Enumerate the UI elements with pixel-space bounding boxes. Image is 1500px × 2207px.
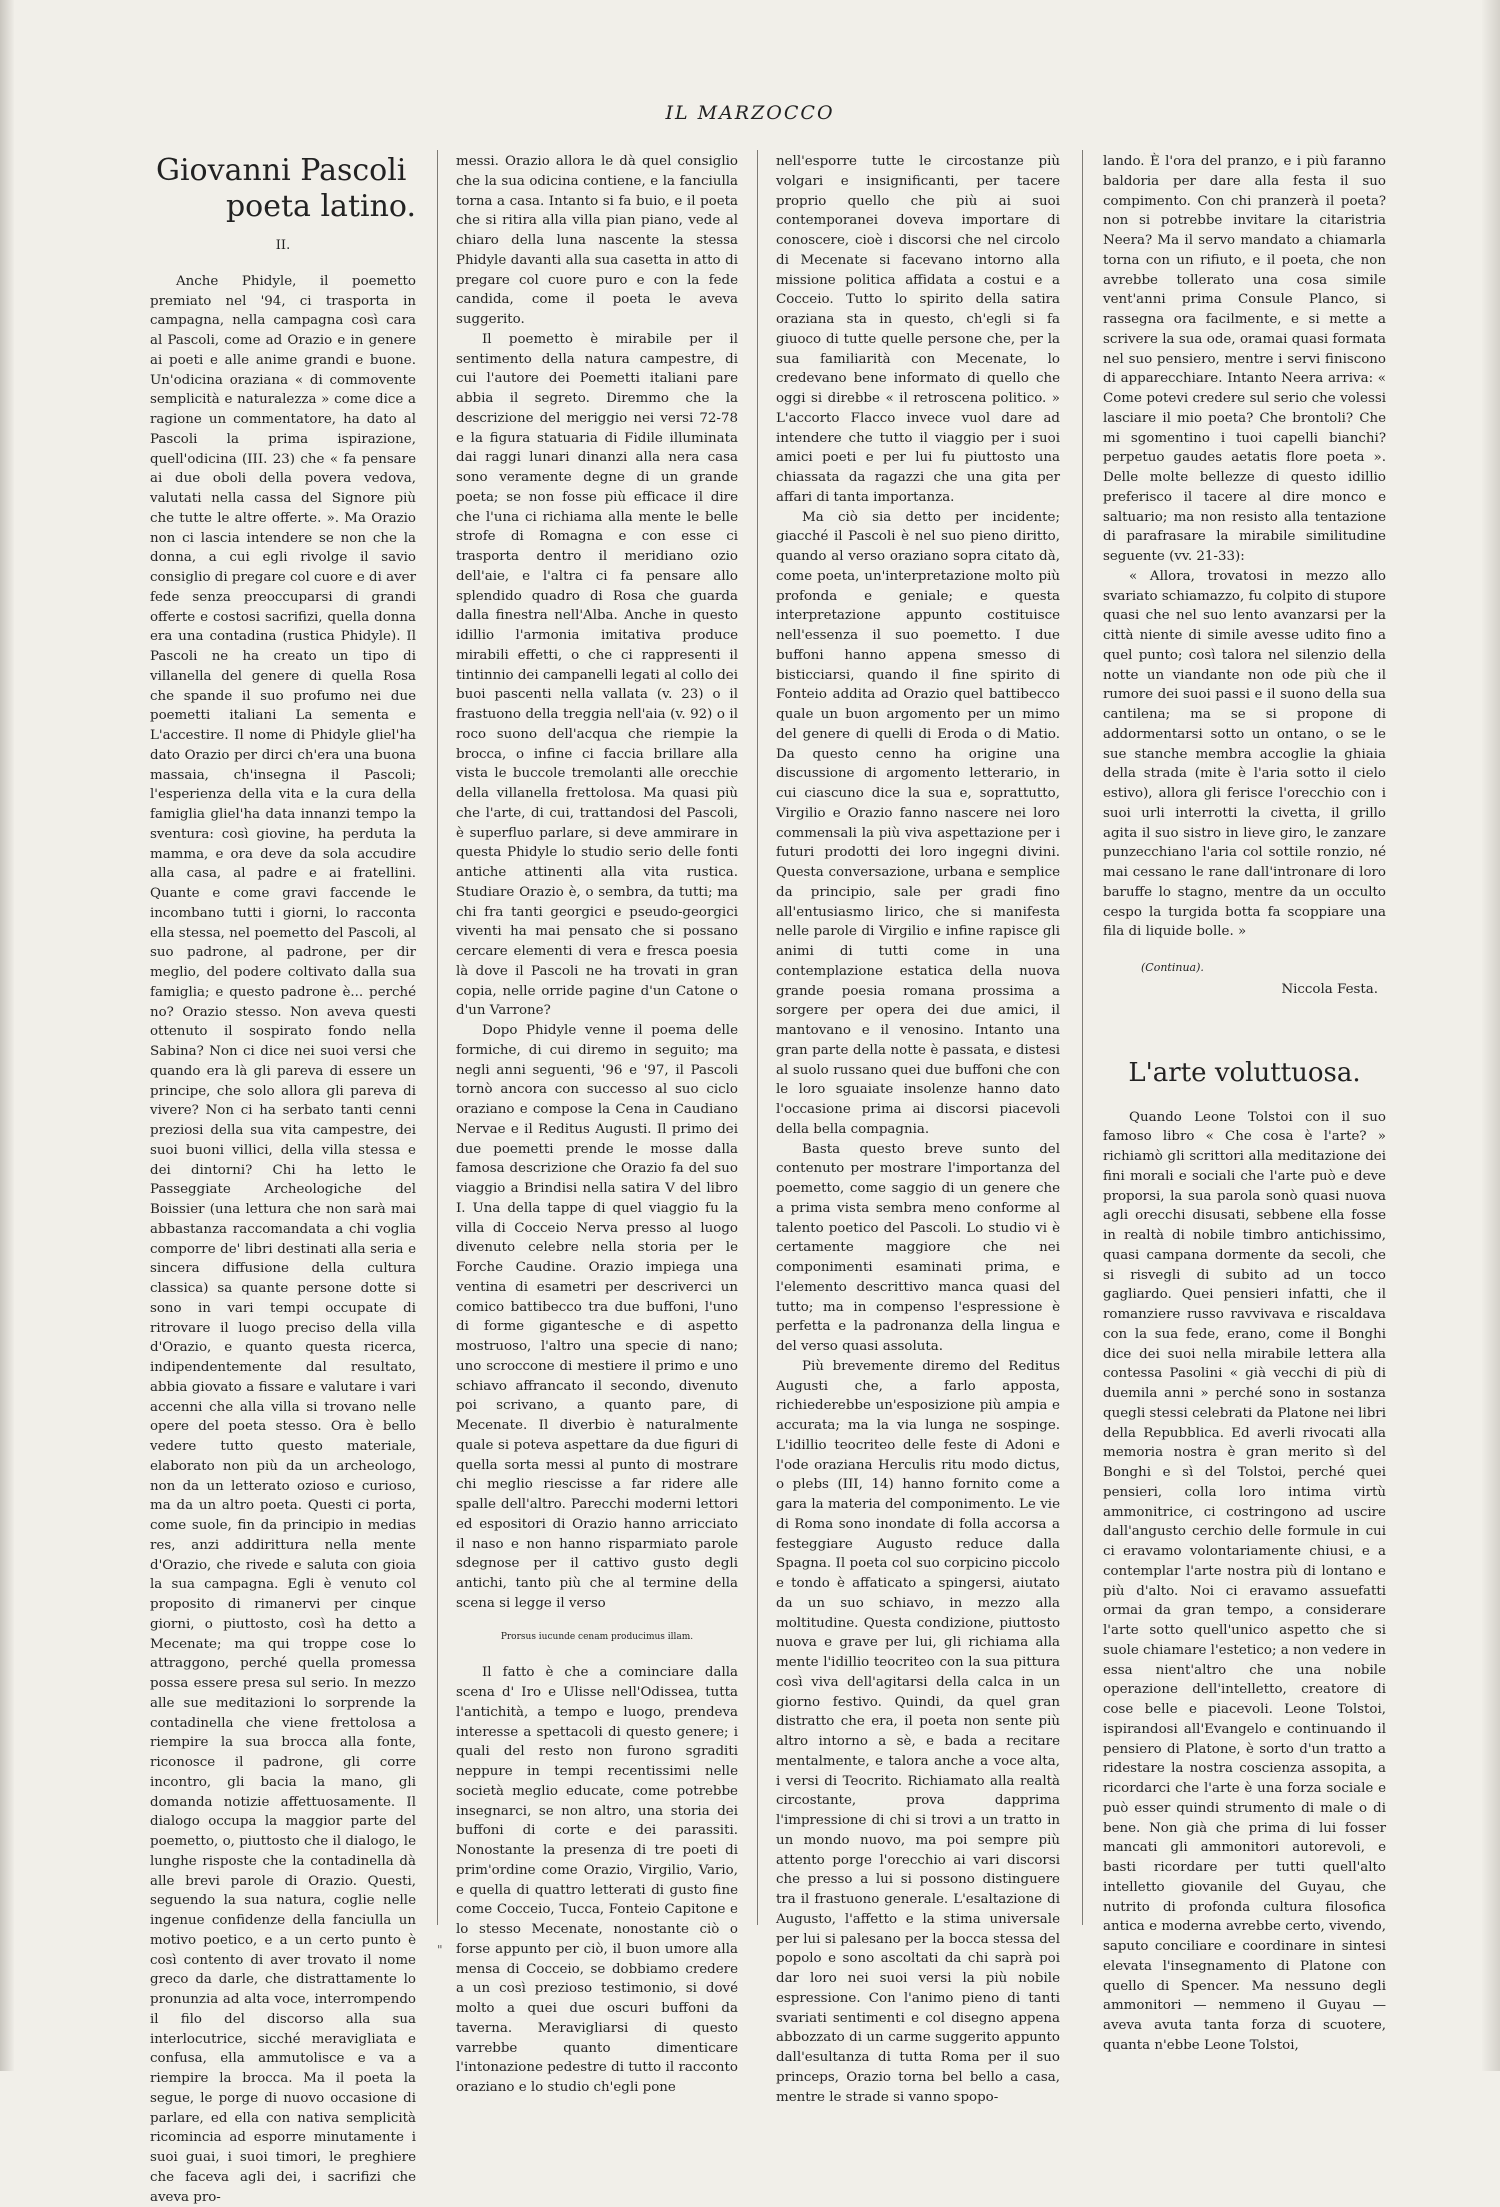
column-3 xyxy=(776,152,1060,2105)
continua-note: (Continua). xyxy=(1141,961,1204,974)
paragraph: « Allora, trovatosi in mezzo allo svariato schiamazzo, fu colpito di stupore quasi che nel suo lento avanzarsi per la città niente di simile avesse udito fino a quel punto; così talora nel silenzio della notte un viandante non ode più che il rumore dei suoi passi e il suono della sua cantilena; ma se si propone di addormentarsi sotto un ontano, o se le sue stanche membra accoglie la ghiaia della strada (mite è l'aria sotto il cielo estivo), allora gli ferisce l'orecchio con i suoi urli interrotti la civetta, il grillo agita il suo sistro in lieve giro, le zanzare punzecchiano l'aria col sottile ronzio, né mai cessano le rane dall'intronare di loro baruffe lo stagno, mentre da un occulto cespo la turgida botta fa scoppiare una fila di liquide bolle. » xyxy=(1103,568,1386,940)
paragraph: nell'esporre tutte le circostanze più volgari e insignificanti, per tacere proprio quello che più ai suoi contemporanei doveva importare di conoscere, cioè i discorsi che nel circolo di Mecenate si facevano intorno alla missione politica affidata a costui e a Cocceio. Tutto lo spirito della satira oraziana sta in questo, ch'egli si fa giuoco di tutte quelle persone che, per la sua familiarità con Mecenate, lo credevano bene informato di quello che oggi si direbbe « il retroscena politico. » L'accorto Flacco invece vuol dare ad intendere che tutto il viaggio per i suoi amici poeti e per lui fu piuttosto una chiassata da ragazzi che una gita per affari di tanta importanza. xyxy=(776,154,1060,505)
author-signature: Niccola Festa. xyxy=(1281,981,1378,997)
article-title-line1: Giovanni Pascoli xyxy=(156,153,407,188)
section-number: II. xyxy=(275,238,291,253)
paragraph: Quando Leone Tolstoi con il suo famoso libro « Che cosa è l'arte? » richiamò gli scrittori alla meditazione dei fini morali e sociali che l'arte può e deve proporsi, la sua parola sonò quasi nuova agli orecchi disusati, sebbene ella fosse in realtà di nobile timbro antichissimo, quasi campana dormente da secoli, che si risvegli di subito ad un tocco gagliardo. Quei pensieri infatti, che il romanziere russo ravvivava e riscaldava con la sua fede, erano, come il Bonghi dice dei suoi nella mirabile lettera alla contessa Pasolini « già vecchi di più di duemila anni » perché sono in sostanza quegli stessi celebrati da Platone nei libri della Repubblica. Ed averli rivocati alla memoria nostra è gran merito sì del Bonghi e sì del Tolstoi, perché quei pensieri, colla loro intima virtù ammonitrice, ci costringono ad uscire dall'angusto cerchio delle formule in cui ci eravamo volontariamente chiusi, e a contemplar l'arte nostra più di lontano e più d'alto. Noi ci eravamo assuefatti ormai da gran tempo, a considerare l'arte sotto quell'unico aspetto che si suole chiamare l'estetico; a non vedere in essa nient'altro che una nobile operazione dell'intelletto, creatore di cose belle e piacevoli. Leone Tolstoi, ispirandosi all'Evangelo e continuando il pensiero di Platone, è sorto d'un tratto a ridestare la nostra coscienza assopita, a ricordarci che l'arte è una forza sociale e può esser quindi strumento di male o di bene. Non già che prima di lui fosser mancati gli ammonitori autorevoli, e basti ricordare per tutti quell'alto intelletto giovanile del Guyau, che nutrito di profonda cultura filosofica antica e moderna avrebbe certo, vivendo, saputo conciliare e coordinare in sintesi elevata l'insegnamento di Platone con quello di Spencer. Ma nessuno degli ammonitori — nemmeno il Guyau — aveva avuta tanta forza di scuotere, quanta n'ebbe Leone Tolstoi, xyxy=(1103,1109,1387,2053)
article2-title: L'arte voluttuosa. xyxy=(1128,1057,1361,1088)
page-edge-left xyxy=(0,0,14,2071)
paragraph: Basta questo breve sunto del contenuto per mostrare l'importanza del poemetto, come saggio di un genere che a prima vista sembra meno conforme al talento poetico del Pascoli. Lo studio vi è certamente maggiore che nei componimenti esaminati prima, e l'elemento descrittivo manca quasi del tutto; ma in compenso l'espressione è perfetta e la padronanza della lingua e del verso quasi assoluta. xyxy=(776,1141,1060,1354)
paragraph: Anche Phidyle, il poemetto premiato nel '94, ci trasporta in campagna, nella campagna così cara al Pascoli, come ad Orazio e in genere ai poeti e alle anime grandi e buone. Un'odicina oraziana « di commovente semplicità e naturalezza » come dice a ragione un commentatore, ha dato al Pascoli la prima ispirazione, quell'odicina (III. 23) che « fa pensare ai due oboli della povera vedova, valutati nella cassa del Signore più che tutte le altre offerte. ». Ma Orazio non ci lascia intendere se non che la donna, a cui egli rivolge il savio consiglio di pregare col cuore e di aver fede senza preoccuparsi di grandi offerte e costosi sacrifizi, quella donna era una contadina (rustica Phidyle). Il Pascoli ne ha creato un tipo di villanella del genere di quella Rosa che spande il suo profumo nei due poemetti italiani La sementa e L'accestire. Il nome di Phidyle gliel'ha dato Orazio per dirci ch'era una buona massaia, ch'insegna il Pascoli; l'esperienza della vita e la cura della famiglia gliel'ha data innanzi tempo la sventura: così giovine, ha perduta la mamma, e ora deve da sola accudire alla casa, al padre e ai fratellini. Quante e come gravi faccende le incombano tutti i giorni, lo racconta ella stessa, nel poemetto del Pascoli, al suo padrone, al padrone, per dir meglio, del podere coltivato dalla sua famiglia; e questo padrone è... perché no? Orazio stesso. Non aveva questi ottenuto il sospirato fondo nella Sabina? Non ci dice nei suoi versi che quando era là gli pareva di essere un principe, che solo allora gli pareva di vivere? Non ci ha serbato tanti cenni preziosi della sua vita campestre, dei suoi buoni villici, della villa stessa e dei dintorni? Chi ha letto le Passeggiate Archeologiche del Boissier (una lettura che non sarà mai abbastanza raccomandata a chi voglia comporre de' libri destinati alla seria e sincera diffusione della cultura classica) sa quante persone dotte si sono in vari tempi occupate di ritrovare il luogo preciso della villa d'Orazio, e quanto questa ricerca, indipendentemente dal resultato, abbia giovato a fissare e valutare i vari accenni che alla villa si trovano nelle opere del poeta stesso. Ora è bello vedere tutto questo materiale, elaborato non più da un archeologo, non da un letterato ozioso e curioso, ma da un altro poeta. Questi ci porta, come suole, fin da principio in medias res, anzi addirittura nella mente d'Orazio, che rivede e saluta con gioia la sua campagna. Egli è venuto col proposito di rimanervi per cinque giorni, o piuttosto, così ha detto a Mecenate; ma qui troppe cose lo attraggono, perché quella promessa possa essere presa sul serio. In mezzo alle sue meditazioni lo sorprende la contadinella che viene frettolosa a riempire la sua brocca alla fonte, riconosce il padrone, gli corre incontro, gli bacia la mano, gli domanda notizie affettuosamente. Il dialogo occupa la maggior parte del poemetto, o, piuttosto che il dialogo, le lunghe risposte che la contadinella dà alle brevi parole di Orazio. Questi, seguendo la sua natura, coglie nelle ingenue confidenze della fanciulla un motivo poetico, e a un certo punto è così contento di aver trovato il nome greco da darle, che distrattamente lo pronunzia ad alta voce, interrompendo il filo del discorso alla sua interlocutrice, sicché meravigliata e confusa, ella ammutolisce e va a riempire la brocca. Ma il poeta la segue, le porge di nuovo occasione di parlare, ed ella con nativa semplicità ricomincia ad esporre minutamente i suoi guai, i suoi timori, le preghiere che faceva agli dei, i sacrifizi che aveva pro- xyxy=(150,273,416,2205)
article-title-line2: poeta latino. xyxy=(225,189,416,224)
paragraph: Ma ciò sia detto per incidente; giacché il Pascoli è nel suo pieno diritto, quando al verso oraziano sopra citato dà, come poeta, un'interpretazione molto più profonda e geniale; e questa interpretazione appunto costituisce nell'essenza il suo poemetto. I due buffoni hanno appena smesso di bisticciarsi, quando il fine spirito di Fonteio addita ad Orazio quel battibecco quale un buon argomento per un mimo del genere di quelli di Eroda o di Matio. Da questo cenno ha origine una discussione di argomento letterario, in cui ciascuno dice la sua e, soprattutto, Virgilio e Orazio fanno nascere nei loro commensali la più viva aspettazione per i futuri prodotti dei loro ingegni divini. Questa conversazione, urbana e semplice da principio, sale per gradi fino all'entusiasmo lirico, che si manifesta nelle parole di Virgilio e infine rapisce gli animi di tutti come in una contemplazione estatica della nuova grande poesia romana prossima a sorgere per opera dei due amici, il mantovano e il venosino. Intanto una gran parte della notte è passata, e distesi al suolo russano quei due buffoni che con le loro sguaiate insolenze hanno dato l'occasione prima ai discorsi piacevoli della bella compagnia. xyxy=(776,509,1060,1137)
verse-quote: Prorsus iucunde cenam producimus illam. xyxy=(500,1631,694,1642)
paragraph: Dopo Phidyle venne il poema delle formiche, di cui diremo in seguito; ma negli anni seguenti, '96 e '97, il Pascoli tornò ancora con successo al suo ciclo oraziano e compose la Cena in Caudiano Nervae e il Reditus Augusti. Il primo dei due poemetti prende le mosse dalla famosa descrizione che Orazio fa del suo viaggio a Brindisi nella satira V del libro I. Una della tappe di quel viaggio fu la villa di Cocceio Nerva presso al luogo divenuto celebre nella storia per le Forche Caudine. Orazio impiega una ventina di esametri per descriverci un comico battibecco tra due buffoni, l'uno di forme gigantesche e di aspetto mostruoso, l'altro una specie di nano; uno scroccone di mestiere il primo e uno schiavo affrancato il secondo, divenuto poi scrivano, a quanto pare, di Mecenate. Il diverbio è naturalmente quale si poteva aspettare da due figuri di quella sorta messi al punto di mostrare chi meglio riescisse a far ridere alle spalle dell'altro. Parecchi moderni lettori ed espositori di Orazio hanno arricciato il naso e non hanno risparmiato parole sdegnose per il cattivo gusto degli antichi, tanto più che al termine della scena si legge il verso xyxy=(456,1023,738,1611)
column-2 xyxy=(456,152,738,2095)
column-4 xyxy=(1103,152,1387,2053)
paragraph: Il fatto è che a cominciare dalla scena d' Iro e Ulisse nell'Odissea, tutta l'antichità, a tempo e luogo, prendeva interesse a spettacoli di questo genere; i quali del resto non furono sgraditi neppure in tempi recentissimi nelle società meglio educate, come potrebbe insegnarci, se non altro, una storia dei buffoni di corte e dei parassiti. Nonostante la presenza di tre poeti di prim'ordine come Orazio, Virgilio, Vario, e quella di quattro letterati di gusto fine come Cocceio, Tucca, Fonteio Capitone e lo stesso Mecenate, nonostante ciò o forse appunto per ciò, il buon umore alla mensa di Cocceio, se dobbiamo credere a un così prezioso testimonio, si dové molto a quei due oscuri buffoni da taverna. Meravigliarsi di questo varrebbe quanto dimenticare l'intonazione pedestre di tutto il racconto oraziano e lo studio ch'egli pone xyxy=(456,1665,738,2095)
running-head: IL MARZOCCO xyxy=(665,102,835,124)
paragraph: messi. Orazio allora le dà quel consiglio che la sua odicina contiene, e la fanciulla torna a casa. Intanto si fa buio, e il poeta che si ritira alla villa pian piano, vede al chiaro della luna nascente la stessa Phidyle davanti alla sua casetta in atto di pregare col cuore puro e con la fede candida, come il poeta le aveva suggerito. xyxy=(456,154,738,327)
column-1 xyxy=(150,152,416,2205)
paragraph: Più brevemente diremo del Reditus Augusti che, a farlo apposta, richiederebbe un'esposizione più ampia e accurata; ma la via lunga ne sospinge. L'idillio teocriteo delle feste di Adoni e l'ode oraziana Herculis ritu modo dictus, o plebs (III, 14) hanno fornito come a gara la materia del componimento. Le vie di Roma sono inondate di folla accorsa a festeggiare Augusto reduce dalla Spagna. Il poeta col suo corpicino piccolo e tondo è affaticato a spingersi, aiutato da un suo schiavo, in mezzo alla moltitudine. Questa condizione, piuttosto nuova e grave per lui, gli richiama alla mente l'idillio teocriteo con la sua pittura così viva dell'agitarsi della calca in un giorno festivo. Quindi, da quel gran distratto che era, il poeta non sente più altro intorno a sè, e bada a recitare mentalmente, e talora anche a voce alta, i versi di Teocrito. Richiamato alla realtà circostante, prova dapprima l'impressione di chi si trovi a un tratto in un mondo nuovo, ma poi sempre più attento porge l'orecchio ai vari discorsi che presso a lui si possono distinguere tra il frastuono generale. L'esaltazione di Augusto, l'affetto e la stima universale per lui si palesano per la bocca stessa del popolo e sono ascoltati da chi saprà poi dar loro nei suoi versi la più nobile espressione. Con l'animo pieno di tanti svariati sentimenti e col disegno appena abbozzato di un carme suggerito appunto dall'esultanza di tutta Roma per il suo princeps, Orazio torna bel bello a casa, mentre le strade si vanno spopo- xyxy=(776,1358,1060,2105)
paragraph: Il poemetto è mirabile per il sentimento della natura campestre, di cui l'autore dei Poemetti italiani pare abbia il segreto. Diremmo che la descrizione del meriggio nei versi 72-78 e la figura statuaria di Fidile illuminata dai raggi lunari dinanzi alla nera casa sono veramente degne di un grande poeta; se non fosse più efficace il dire che l'una ci richiama alla mente le belle strofe di Romagna e con esse ci trasporta dentro il meridiano ozio dell'aie, e l'altra ci fa pensare allo splendido quadro di Rosa che guarda dalla finestra nell'Alba. Anche in questo idillio l'armonia imitativa produce mirabili effetti, o che ci rappresenti il tintinnio dei campanelli legati al collo dei buoi pascenti nella vallata (v. 23) o il frastuono della treggia nell'aia (v. 92) o il roco suono dell'acqua che riempie la brocca, o infine ci faccia brillare alla vista le buccole tremolanti alle orecchie della villanella frettolosa. Ma quasi più che l'arte, di cui, trattandosi del Pascoli, è superfluo parlare, si deve ammirare in questa Phidyle lo studio serio delle fonti antiche attinenti alla vita rustica. Studiare Orazio è, o sembra, da tutti; ma chi fra tanti georgici e pseudo-georgici viventi ha mai pensato che si possano cercare elementi di vera e fresca poesia là dove il Pascoli ne ha trovati in gran copia, nelle orride pagine d'un Catone o d'un Varrone? xyxy=(456,331,738,1019)
column-rule xyxy=(1082,150,1083,1925)
column-rule xyxy=(757,150,758,1925)
page-edge-right xyxy=(1482,0,1500,2071)
print-mark: " xyxy=(437,1943,443,1957)
paragraph: lando. È l'ora del pranzo, e i più faranno baldoria per dare alla festa il suo compimento. Con chi pranzerà il poeta? non si potrebbe invitare la citaristria Neera? Ma il servo mandato a chiamarla torna con un rifiuto, e il poeta, che non avrebbe tollerato una cosa simile vent'anni prima Consule Planco, si rassegna ora facilmente, e si mette a scrivere la sua ode, oramai quasi formata nel suo pensiero, mentre i servi finiscono di apparecchiare. Intanto Neera arriva: « Come potevi credere sul serio che volessi lasciare il mio poeta? Che brontoli? Che mi sgomentino i tuoi capelli bianchi? perpetuo gaudes aetatis flore poeta ». Delle molte bellezze di questo idillio preferisco il tacere al dire monco e saltuario; ma non resisto alla tentazione di parafrasare la mirabile similitudine seguente (vv. 21-33): xyxy=(1103,154,1386,564)
column-rule xyxy=(437,150,438,1925)
